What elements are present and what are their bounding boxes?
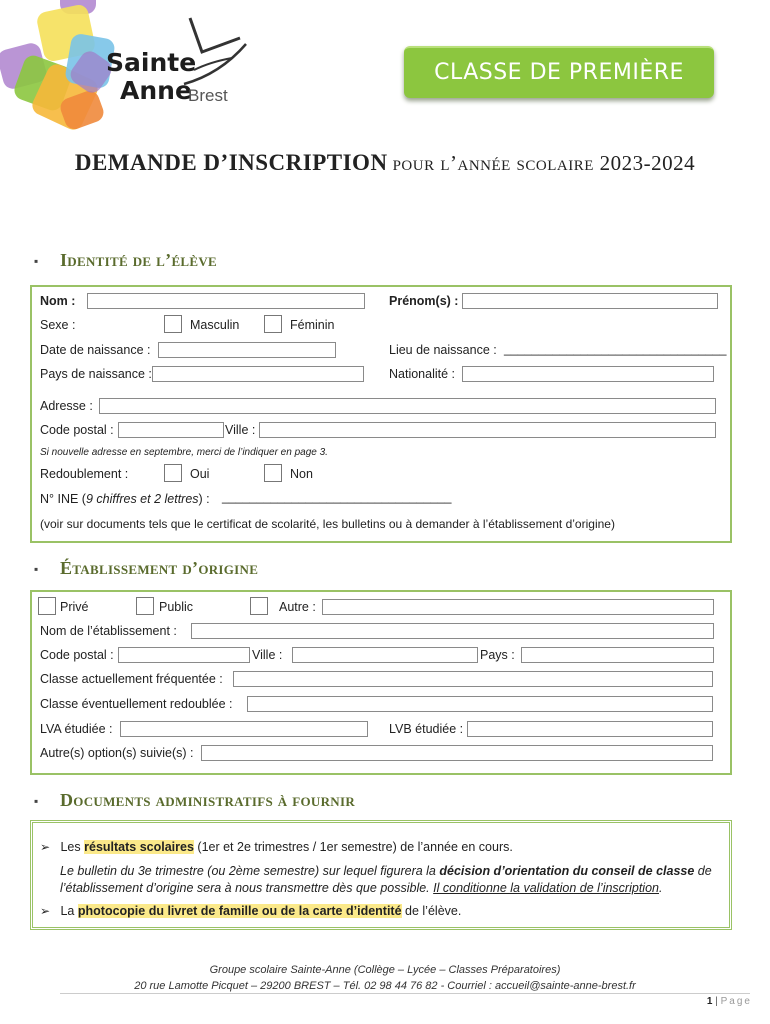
page-number: 1 | Page: [706, 996, 752, 1007]
nom-field[interactable]: [87, 293, 365, 309]
adresse-field[interactable]: [99, 398, 716, 414]
nationalite-label: Nationalité :: [389, 367, 456, 381]
etab-ville-field[interactable]: [292, 647, 478, 663]
nationalite-field[interactable]: [462, 366, 714, 382]
etab-pays-label: Pays :: [480, 648, 515, 662]
logo-city: Brest: [188, 86, 228, 105]
title-bold: DEMANDE D’INSCRIPTION: [74, 150, 388, 175]
logo-line1: Sainte: [106, 48, 197, 77]
doc-item-1-note-2: l’établissement d’origine sera à nous transmettre dès que possible. Il conditionne la validation de l’inscription.: [60, 881, 663, 895]
prenom-label: Prénom(s) :: [389, 294, 459, 308]
code-postal-field[interactable]: [118, 422, 224, 438]
section-documents-label: Documents administratifs à fournir: [60, 790, 356, 810]
page-title: [0, 150, 770, 176]
footer-line-2: 20 rue Lamotte Picquet – 29200 BREST – Tél. 02 98 44 76 82 - Courriel : accueil@sainte-anne-brest.fr: [134, 980, 636, 992]
note-adresse: Si nouvelle adresse en septembre, merci de l’indiquer en page 3.: [40, 447, 328, 458]
sexe-label: Sexe :: [40, 318, 76, 332]
classe-redoublee-label: Classe éventuellement redoublée :: [40, 697, 233, 711]
oui-checkbox[interactable]: [164, 464, 182, 482]
autre-field[interactable]: [322, 599, 714, 615]
pays-naissance-field[interactable]: [152, 366, 364, 382]
autre-checkbox[interactable]: [250, 597, 268, 615]
adresse-label: Adresse :: [40, 399, 93, 413]
autre-label: Autre :: [279, 600, 316, 614]
lva-label: LVA étudiée :: [40, 722, 113, 736]
prenom-field[interactable]: [462, 293, 718, 309]
etab-ville-label: Ville :: [252, 648, 283, 662]
lvb-label: LVB étudiée :: [389, 722, 464, 736]
date-naissance-label: Date de naissance :: [40, 343, 151, 357]
masculin-label: Masculin: [190, 318, 240, 332]
pays-naissance-label: Pays de naissance :: [40, 367, 152, 381]
ine-help: (voir sur documents tels que le certificat de scolarité, les bulletins ou à demander à l’établissement d’origine): [40, 517, 615, 531]
ville-field[interactable]: [259, 422, 716, 438]
etab-code-postal-field[interactable]: [118, 647, 250, 663]
bullet-icon: ▪: [34, 562, 39, 577]
prive-checkbox[interactable]: [38, 597, 56, 615]
non-checkbox[interactable]: [264, 464, 282, 482]
logo-line2: Anne: [120, 76, 192, 105]
classe-redoublee-field[interactable]: [247, 696, 713, 712]
doc-item-1-note-1: Le bulletin du 3e trimestre (ou 2ème semestre) sur lequel figurera la décision d’orientation du conseil de classe de: [60, 864, 712, 878]
ine-field[interactable]: _________________________________: [222, 490, 452, 504]
bullet-icon: ▪: [34, 254, 39, 269]
section-etablissement-label: Établissement d’origine: [60, 558, 259, 578]
lieu-naissance-field[interactable]: ________________________________: [504, 342, 727, 356]
masculin-checkbox[interactable]: [164, 315, 182, 333]
oui-label: Oui: [190, 467, 210, 481]
logo-swoosh-icon: [180, 14, 250, 94]
arrow-bullet-icon: ➢: [40, 840, 51, 854]
feminin-checkbox[interactable]: [264, 315, 282, 333]
public-label: Public: [159, 600, 194, 614]
section-identite-heading: [34, 250, 217, 271]
redoublement-label: Redoublement :: [40, 467, 129, 481]
feminin-label: Féminin: [290, 318, 335, 332]
bullet-icon: ▪: [34, 794, 39, 809]
lva-field[interactable]: [120, 721, 368, 737]
title-rest: pour l’année scolaire 2023-2024: [392, 151, 696, 175]
prive-label: Privé: [60, 600, 89, 614]
class-banner: CLASSE DE PREMIÈRE: [404, 46, 714, 98]
non-label: Non: [290, 467, 313, 481]
nom-etab-field[interactable]: [191, 623, 714, 639]
etab-code-postal-label: Code postal :: [40, 648, 114, 662]
code-postal-label: Code postal :: [40, 423, 114, 437]
options-field[interactable]: [201, 745, 713, 761]
lvb-field[interactable]: [467, 721, 713, 737]
section-identite-label: Identité de l’élève: [60, 250, 218, 270]
public-checkbox[interactable]: [136, 597, 154, 615]
section-documents-heading: [34, 790, 355, 811]
classe-actuelle-field[interactable]: [233, 671, 713, 687]
nom-label: Nom :: [40, 294, 76, 308]
section-etablissement-heading: [34, 558, 258, 579]
nom-etab-label: Nom de l’établissement :: [40, 624, 177, 638]
doc-item-2: ➢ La photocopie du livret de famille ou de la carte d’identité de l’élève.: [40, 904, 462, 918]
lieu-naissance-label: Lieu de naissance :: [389, 343, 497, 357]
ine-label: N° INE (9 chiffres et 2 lettres) :: [40, 492, 210, 506]
classe-actuelle-label: Classe actuellement fréquentée :: [40, 672, 223, 686]
etab-pays-field[interactable]: [521, 647, 714, 663]
ville-label: Ville :: [225, 423, 256, 437]
options-label: Autre(s) option(s) suivie(s) :: [40, 746, 194, 760]
footer-line-1: Groupe scolaire Sainte-Anne (Collège – Lycée – Classes Préparatoires): [209, 964, 561, 976]
doc-item-1: ➢ Les résultats scolaires (1er et 2e trimestres / 1er semestre) de l’année en cours.: [40, 840, 513, 854]
footer-divider: [60, 993, 750, 994]
arrow-bullet-icon: ➢: [40, 904, 51, 918]
date-naissance-field[interactable]: [158, 342, 336, 358]
